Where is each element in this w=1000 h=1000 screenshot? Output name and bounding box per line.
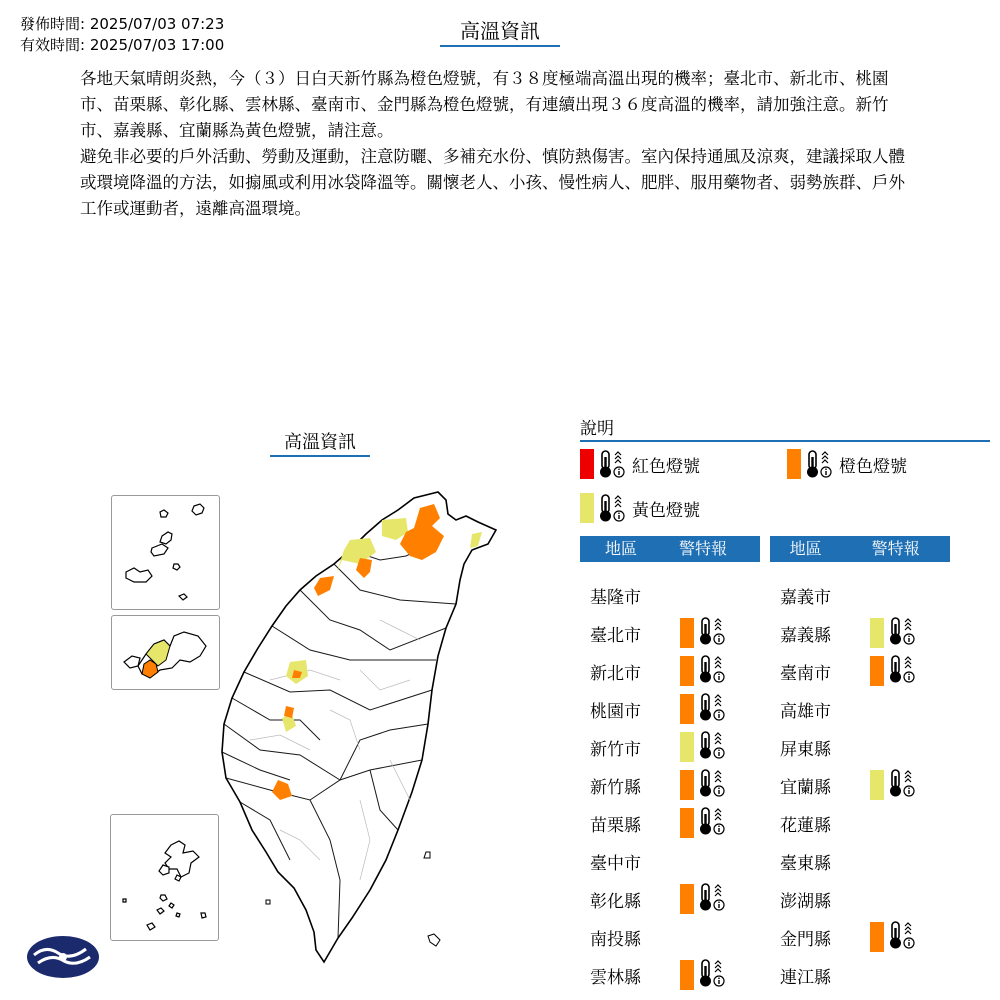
legend-item-yellow — [580, 493, 700, 523]
thermometer-icon — [888, 654, 916, 688]
timestamps — [20, 14, 224, 56]
legend-label-yellow: 黃色燈號 — [632, 500, 700, 521]
region-name: 新竹縣 — [590, 777, 641, 798]
region-name: 臺南市 — [780, 663, 831, 684]
region-name: 苗栗縣 — [590, 815, 641, 836]
table-row — [780, 918, 916, 956]
table-row — [780, 690, 870, 728]
orange-level-swatch — [870, 656, 884, 686]
orange-level-swatch — [680, 770, 694, 800]
region-name: 臺東縣 — [780, 853, 831, 874]
taiwan-map — [210, 480, 510, 970]
region-name: 屏東縣 — [780, 739, 831, 760]
thermometer-icon — [698, 806, 726, 840]
penghu-inset-map — [110, 814, 219, 941]
orange-level-swatch — [680, 656, 694, 686]
header-region: 地區 — [604, 539, 637, 558]
page-title: 高溫資訊 — [440, 18, 560, 47]
table-row — [780, 842, 870, 880]
table-row — [780, 804, 870, 842]
region-name: 桃園市 — [590, 701, 641, 722]
table-row — [590, 842, 680, 880]
yellow-level-swatch — [680, 732, 694, 762]
table-row — [780, 576, 870, 614]
region-name: 新北市 — [590, 663, 641, 684]
thermometer-icon — [698, 692, 726, 726]
region-name: 金門縣 — [780, 929, 831, 950]
orange-level-swatch — [870, 922, 884, 952]
bulletin-paragraph-1: 各地天氣晴朗炎熱，今（３）日白天新竹縣為橙色燈號，有３８度極端高溫出現的機率；臺北市、新北市、桃園市、苗栗縣、彰化縣、雲林縣、臺南市、金門縣為橙色燈號，有連續出現３６度高溫的機率，請加強注意。新竹市、嘉義縣、宜蘭縣為黃色燈號，請注意。 — [80, 69, 889, 140]
matsu-inset-map — [111, 495, 220, 610]
region-name: 臺北市 — [590, 625, 641, 646]
thermometer-icon — [698, 958, 726, 992]
valid-time: 有效時間: 2025/07/03 17:00 — [20, 36, 225, 54]
thermometer-icon — [598, 493, 626, 523]
publish-time: 發佈時間: 2025/07/03 07:23 — [20, 15, 225, 33]
kinmen-inset-map — [111, 615, 220, 690]
thermometer-icon — [598, 449, 626, 479]
thermometer-icon — [698, 654, 726, 688]
header-warning: 警特報 — [678, 539, 727, 558]
table-row — [780, 614, 916, 652]
orange-level-swatch — [680, 960, 694, 990]
thermometer-icon — [698, 730, 726, 764]
table-header-right — [770, 536, 950, 562]
table-row — [590, 804, 726, 842]
table-row — [590, 576, 680, 614]
legend-title: 說明 — [580, 418, 990, 442]
table-row — [780, 880, 870, 918]
table-row — [780, 766, 916, 804]
thermometer-icon — [698, 616, 726, 650]
region-name: 連江縣 — [780, 967, 831, 988]
bulletin-paragraph-2: 避免非必要的戶外活動、勞動及運動，注意防曬、多補充水份、慎防熱傷害。室內保持通風及涼爽，建議採取人體或環境降溫的方法，如搧風或利用冰袋降溫等。關懷老人、小孩、慢性病人、肥胖、服用藥物者、弱勢族群、戶外工作或運動者，遠離高溫環境。 — [80, 147, 905, 218]
table-row — [590, 652, 726, 690]
region-name: 嘉義市 — [780, 587, 831, 608]
region-name: 雲林縣 — [590, 967, 641, 988]
cwa-logo-icon — [26, 935, 100, 979]
thermometer-icon — [698, 768, 726, 802]
table-row — [590, 766, 726, 804]
header-warning: 警特報 — [871, 539, 920, 558]
region-name: 基隆市 — [590, 587, 641, 608]
region-name: 南投縣 — [590, 929, 641, 950]
legend-item-red — [580, 449, 700, 479]
map-title: 高溫資訊 — [270, 432, 370, 457]
yellow-swatch — [580, 493, 594, 523]
thermometer-icon — [698, 882, 726, 916]
table-row — [780, 652, 916, 690]
bulletin-text — [80, 66, 920, 222]
region-name: 宜蘭縣 — [780, 777, 831, 798]
table-row — [590, 918, 680, 956]
orange-level-swatch — [680, 694, 694, 724]
table-row — [780, 956, 870, 994]
yellow-level-swatch — [870, 770, 884, 800]
orange-level-swatch — [680, 884, 694, 914]
region-name: 臺中市 — [590, 853, 641, 874]
thermometer-icon — [805, 449, 833, 479]
thermometer-icon — [888, 920, 916, 954]
table-row — [590, 614, 726, 652]
legend-item-orange — [787, 449, 907, 479]
region-name: 花蓮縣 — [780, 815, 831, 836]
region-name: 嘉義縣 — [780, 625, 831, 646]
header-region: 地區 — [789, 539, 822, 558]
table-row — [590, 956, 726, 994]
table-row — [590, 880, 726, 918]
table-row — [590, 690, 726, 728]
orange-level-swatch — [680, 618, 694, 648]
table-row — [780, 728, 870, 766]
table-row — [590, 728, 726, 766]
legend-label-orange: 橙色燈號 — [839, 456, 907, 477]
legend-label-red: 紅色燈號 — [632, 456, 700, 477]
region-name: 高雄市 — [780, 701, 831, 722]
yellow-level-swatch — [870, 618, 884, 648]
region-name: 新竹市 — [590, 739, 641, 760]
orange-level-swatch — [680, 808, 694, 838]
thermometer-icon — [888, 768, 916, 802]
thermometer-icon — [888, 616, 916, 650]
region-name: 澎湖縣 — [780, 891, 831, 912]
region-name: 彰化縣 — [590, 891, 641, 912]
red-swatch — [580, 449, 594, 479]
table-header-left — [580, 536, 760, 562]
orange-swatch — [787, 449, 801, 479]
